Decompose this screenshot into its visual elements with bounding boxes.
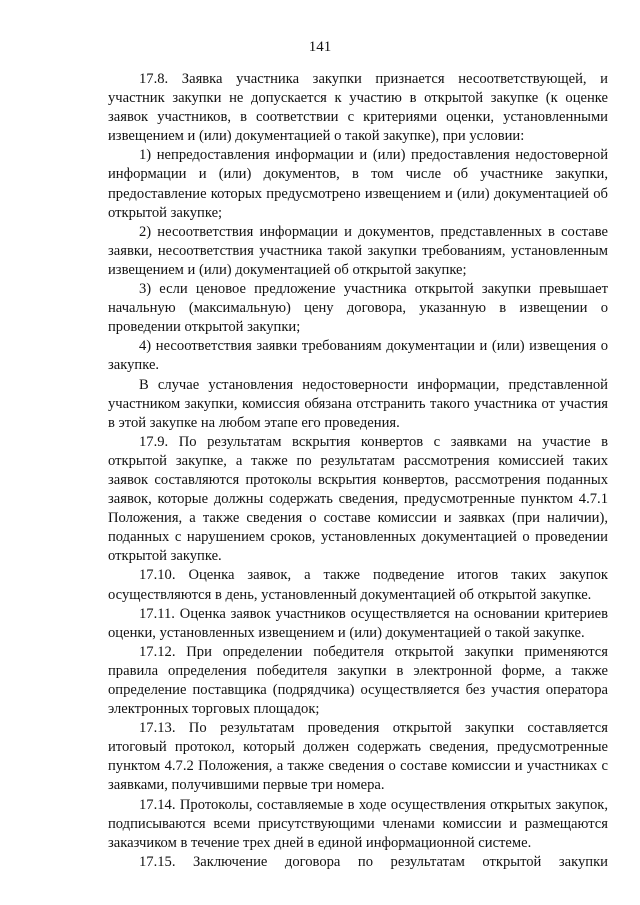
paragraph-condition-2: 2) несоответствия информации и документов, представленных в составе заявки, несоответствия участника такой закупки требованиям, установленным извещением и (или) документацией об открытой закупке; <box>108 223 608 278</box>
paragraph-17-8: 17.8. Заявка участника закупки признается несоответствующей, и участник закупки не допускается к участию в открытой закупке (к оценке заявок участников, в соответствии с критериями оценки, установленными извещением и (или) документацией о такой закупке), при условии: <box>108 71 608 145</box>
paragraph-unreliable-info: В случае установления недостоверности информации, представленной участником закупки, комиссия обязана отстранить такого участника от участия в этой закупке на любом этапе его проведения. <box>108 376 608 431</box>
paragraph-17-11: 17.11. Оценка заявок участников осуществляется на основании критериев оценки, установленных извещением и (или) документацией о такой закупке. <box>108 605 608 641</box>
paragraph-17-9: 17.9. По результатам вскрытия конвертов с заявками на участие в открытой закупке, а также по результатам рассмотрения комиссией таких заявок составляются протоколы вскрытия конвертов, рассмотрения поданных заявок, которые должны содержать сведения, предусмотренные пунктом 4.7.1 Положения, а также сведения о составе комиссии и заявках (при наличии), поданных с нарушением сроков, установленных документацией о проведении открытой закупке. <box>108 433 608 565</box>
paragraph-condition-1: 1) непредоставления информации и (или) предоставления недостоверной информации и (или) документов, в том числе об участнике закупки, предоставление которых предусмотрено извещением и (или) документацией об открытой закупке; <box>108 147 608 221</box>
paragraph-condition-4: 4) несоответствия заявки требованиям документации и (или) извещения о закупке. <box>108 338 608 374</box>
paragraph-17-15: 17.15. Заключение договора по результатам открытой закупки <box>139 853 608 870</box>
paragraph-17-10: 17.10. Оценка заявок, а также подведение итогов таких закупок осуществляются в день, установленный документацией об открытой закупке. <box>108 567 608 603</box>
paragraph-17-14: 17.14. Протоколы, составляемые в ходе осуществления открытых закупок, подписываются всеми присутствующими членами комиссии и размещаются заказчиком в течение трех дней в единой информационной системе. <box>108 796 608 851</box>
page-number: 141 <box>308 39 332 55</box>
document-body <box>108 70 608 872</box>
paragraph-condition-3: 3) если ценовое предложение участника открытой закупки превышает начальную (максимальную) цену договора, указанную в извещении о проведении открытой закупки; <box>108 281 608 336</box>
paragraph-17-13: 17.13. По результатам проведения открытой закупки составляется итоговый протокол, который должен содержать сведения, предусмотренные пунктом 4.7.2 Положения, а также сведения о составе комиссии и участниках с заявками, получившими первые три номера. <box>108 720 608 794</box>
paragraph-17-12: 17.12. При определении победителя открытой закупки применяются правила определения победителя закупки в электронной форме, а также определение поставщика (подрядчика) осуществляется без участия оператора электронных торговых площадок; <box>108 643 608 718</box>
